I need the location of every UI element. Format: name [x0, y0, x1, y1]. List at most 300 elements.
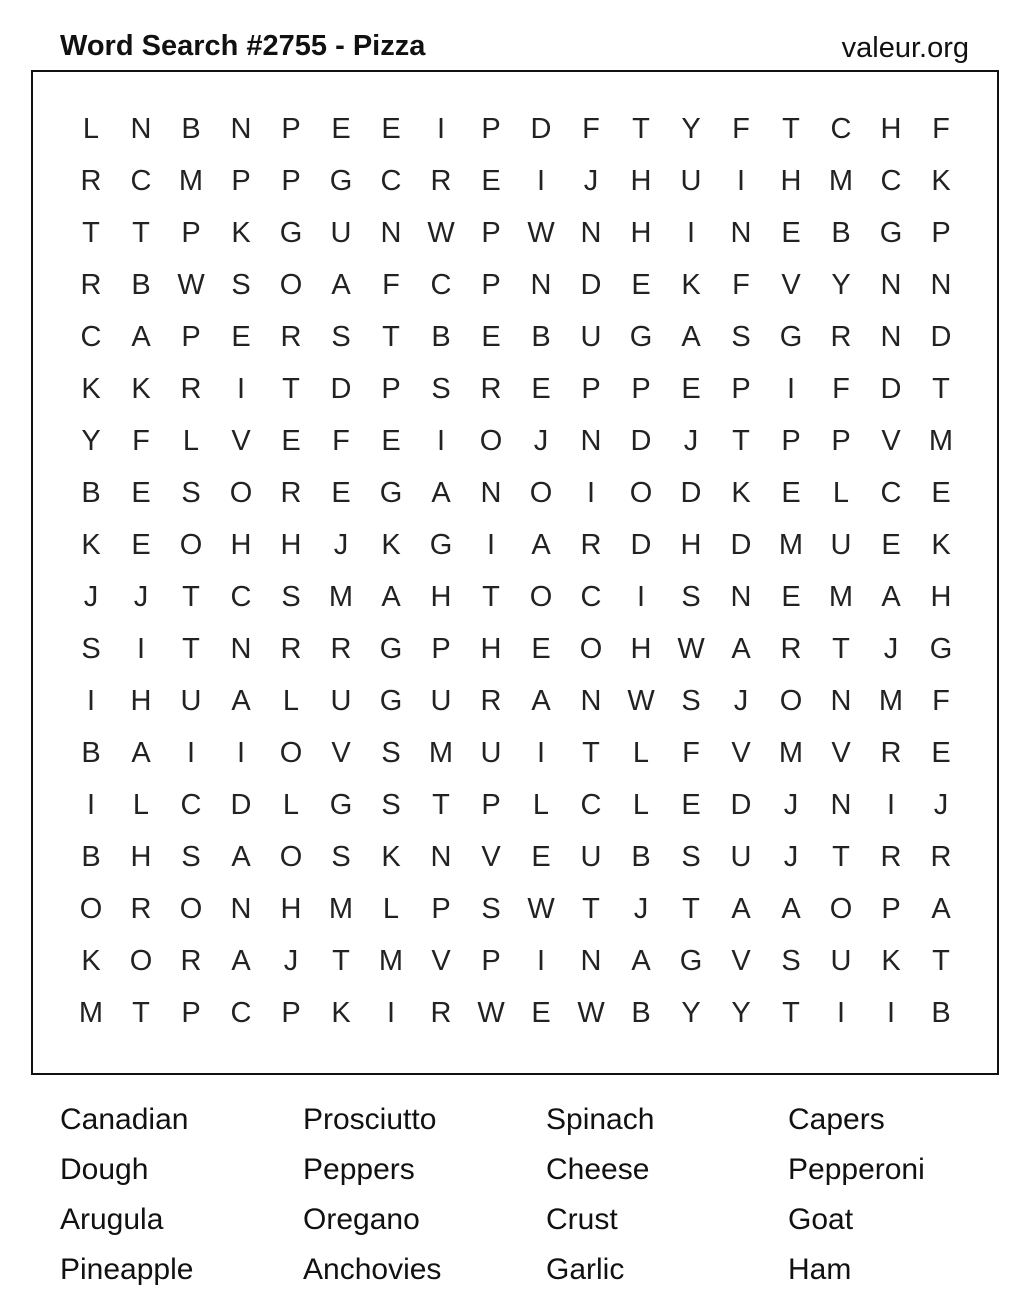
grid-letter: D — [730, 788, 752, 821]
grid-letter: I — [386, 996, 396, 1029]
grid-letter: A — [381, 580, 401, 613]
grid-letter: R — [930, 840, 952, 873]
grid-letter: P — [931, 216, 951, 249]
grid-letter: Y — [831, 268, 851, 301]
word-list-item: Anchovies — [303, 1253, 442, 1286]
grid-letter: I — [136, 632, 146, 665]
grid-letter: P — [281, 112, 301, 145]
word-list-item: Goat — [788, 1203, 854, 1236]
grid-letter: P — [281, 996, 301, 1029]
grid-letter: I — [586, 476, 596, 509]
grid-letter: I — [886, 996, 896, 1029]
grid-letter: T — [132, 216, 150, 249]
grid-letter: A — [681, 320, 701, 353]
grid-letter: G — [679, 944, 703, 977]
grid-letter: F — [832, 372, 850, 405]
grid-letter: M — [328, 892, 354, 925]
grid-letter: D — [880, 372, 902, 405]
grid-letter: A — [881, 580, 901, 613]
grid-letter: J — [783, 840, 799, 873]
grid-letter: U — [830, 944, 852, 977]
grid-letter: T — [582, 736, 600, 769]
grid-letter: P — [431, 892, 451, 925]
grid-letter: E — [131, 528, 151, 561]
grid-letter: O — [229, 476, 253, 509]
grid-letter: G — [429, 528, 453, 561]
grid-letter: S — [681, 840, 701, 873]
grid-letter: R — [830, 320, 852, 353]
grid-letter: N — [530, 268, 552, 301]
grid-letter: R — [80, 268, 102, 301]
word-list-item: Dough — [60, 1153, 149, 1186]
grid-letter: E — [681, 372, 701, 405]
grid-letter: W — [627, 684, 655, 717]
grid-letter: I — [486, 528, 496, 561]
grid-letter: P — [431, 632, 451, 665]
grid-letter: R — [80, 164, 102, 197]
grid-letter: R — [330, 632, 352, 665]
grid-letter: S — [431, 372, 451, 405]
grid-letter: A — [731, 632, 751, 665]
grid-letter: N — [880, 320, 902, 353]
grid-letter: U — [430, 684, 452, 717]
grid-letter: E — [381, 424, 401, 457]
grid-letter: A — [631, 944, 651, 977]
grid-letter: R — [430, 996, 452, 1029]
grid-letter: O — [129, 944, 153, 977]
grid-letter: H — [280, 892, 302, 925]
grid-letter: I — [636, 580, 646, 613]
grid-letter: A — [531, 528, 551, 561]
grid-letter: E — [281, 424, 301, 457]
grid-letter: C — [830, 112, 852, 145]
grid-letter: S — [381, 736, 401, 769]
grid-letter: I — [186, 736, 196, 769]
grid-letter: I — [436, 424, 446, 457]
grid-letter: N — [230, 892, 252, 925]
word-list-item: Spinach — [546, 1103, 655, 1136]
grid-letter: R — [280, 320, 302, 353]
grid-letter: A — [231, 684, 251, 717]
grid-letter: L — [82, 112, 100, 145]
grid-letter: W — [527, 892, 555, 925]
grid-letter: J — [583, 164, 599, 197]
grid-letter: Y — [81, 424, 101, 457]
grid-letter: D — [530, 112, 552, 145]
grid-letter: S — [781, 944, 801, 977]
word-list-item: Capers — [788, 1103, 885, 1136]
grid-letter: G — [329, 788, 353, 821]
grid-letter: B — [431, 320, 451, 353]
grid-letter: E — [331, 112, 351, 145]
grid-letter: H — [480, 632, 502, 665]
grid-letter: A — [331, 268, 351, 301]
grid-letter: R — [280, 476, 302, 509]
grid-letter: H — [430, 580, 452, 613]
grid-letter: J — [283, 944, 299, 977]
grid-letter: T — [632, 112, 650, 145]
grid-letter: E — [331, 476, 351, 509]
grid-letter: O — [529, 580, 553, 613]
grid-letter: C — [380, 164, 402, 197]
grid-letter: J — [633, 892, 649, 925]
grid-letter: P — [831, 424, 851, 457]
grid-letter: T — [732, 424, 750, 457]
grid-letter: E — [381, 112, 401, 145]
grid-letter: J — [333, 528, 349, 561]
grid-letter: I — [236, 372, 246, 405]
grid-letter: D — [730, 528, 752, 561]
grid-letter: R — [880, 736, 902, 769]
grid-letter: Y — [681, 996, 701, 1029]
grid-letter: L — [182, 424, 200, 457]
grid-letter: P — [481, 944, 501, 977]
word-list-item: Ham — [788, 1253, 852, 1286]
grid-letter: D — [680, 476, 702, 509]
grid-letter: E — [931, 476, 951, 509]
grid-letter: T — [932, 372, 950, 405]
grid-letter: O — [279, 268, 303, 301]
grid-letter: N — [830, 788, 852, 821]
grid-letter: I — [536, 944, 546, 977]
grid-letter: P — [731, 372, 751, 405]
grid-letter: K — [381, 840, 401, 873]
grid-letter: N — [730, 580, 752, 613]
grid-letter: P — [631, 372, 651, 405]
grid-letter: M — [928, 424, 954, 457]
grid-letter: S — [681, 684, 701, 717]
grid-letter: E — [631, 268, 651, 301]
grid-letter: L — [282, 684, 300, 717]
grid-letter: U — [580, 840, 602, 873]
grid-letter: D — [580, 268, 602, 301]
grid-letter: P — [181, 320, 201, 353]
grid-letter: H — [630, 164, 652, 197]
grid-letter: C — [430, 268, 452, 301]
grid-letter: W — [427, 216, 455, 249]
grid-letter: A — [231, 944, 251, 977]
grid-letter: S — [181, 840, 201, 873]
grid-letter: O — [179, 892, 203, 925]
grid-letter: R — [480, 684, 502, 717]
grid-letter: T — [382, 320, 400, 353]
grid-letter: U — [330, 216, 352, 249]
grid-letter: T — [482, 580, 500, 613]
grid-letter: R — [480, 372, 502, 405]
grid-letter: N — [830, 684, 852, 717]
grid-letter: B — [131, 268, 151, 301]
grid-letter: G — [379, 476, 403, 509]
grid-letter: M — [828, 164, 854, 197]
grid-letter: F — [382, 268, 400, 301]
grid-letter: P — [481, 112, 501, 145]
grid-letter: A — [931, 892, 951, 925]
grid-letter: I — [836, 996, 846, 1029]
grid-letter: W — [177, 268, 205, 301]
grid-letter: V — [781, 268, 801, 301]
grid-letter: K — [131, 372, 151, 405]
grid-letter: L — [132, 788, 150, 821]
grid-letter: V — [231, 424, 251, 457]
grid-letter: E — [131, 476, 151, 509]
grid-letter: N — [130, 112, 152, 145]
grid-letter: R — [130, 892, 152, 925]
grid-letter: T — [132, 996, 150, 1029]
grid-letter: R — [580, 528, 602, 561]
grid-letter: V — [731, 944, 751, 977]
grid-letter: T — [782, 996, 800, 1029]
grid-letter: P — [381, 372, 401, 405]
grid-letter: H — [930, 580, 952, 613]
grid-letter: P — [281, 164, 301, 197]
grid-letter: E — [531, 632, 551, 665]
grid-letter: P — [481, 216, 501, 249]
grid-letter: U — [580, 320, 602, 353]
grid-letter: B — [631, 996, 651, 1029]
grid-letter: O — [529, 476, 553, 509]
grid-letter: L — [282, 788, 300, 821]
grid-letter: N — [580, 424, 602, 457]
grid-letter: T — [932, 944, 950, 977]
grid-letter: G — [929, 632, 953, 665]
grid-letter: I — [86, 684, 96, 717]
grid-letter: S — [481, 892, 501, 925]
grid-letter: A — [431, 476, 451, 509]
grid-letter: I — [886, 788, 896, 821]
grid-letter: S — [331, 840, 351, 873]
grid-letter: C — [130, 164, 152, 197]
letter-grid — [66, 103, 966, 1039]
grid-letter: K — [681, 268, 701, 301]
grid-letter: A — [231, 840, 251, 873]
grid-letter: M — [778, 528, 804, 561]
grid-letter: N — [580, 944, 602, 977]
grid-letter: F — [732, 112, 750, 145]
grid-letter: B — [631, 840, 651, 873]
grid-letter: B — [81, 736, 101, 769]
grid-letter: P — [581, 372, 601, 405]
grid-letter: H — [280, 528, 302, 561]
grid-letter: B — [81, 476, 101, 509]
grid-letter: T — [332, 944, 350, 977]
grid-letter: T — [782, 112, 800, 145]
grid-letter: S — [331, 320, 351, 353]
grid-letter: H — [680, 528, 702, 561]
grid-letter: L — [532, 788, 550, 821]
grid-letter: G — [779, 320, 803, 353]
grid-letter: A — [731, 892, 751, 925]
grid-letter: R — [180, 944, 202, 977]
grid-letter: W — [527, 216, 555, 249]
grid-letter: O — [479, 424, 503, 457]
grid-letter: J — [733, 684, 749, 717]
grid-letter: H — [630, 216, 652, 249]
grid-letter: E — [531, 372, 551, 405]
site-name: valeur.org — [841, 32, 969, 64]
grid-letter: W — [477, 996, 505, 1029]
grid-letter: K — [931, 164, 951, 197]
grid-letter: B — [181, 112, 201, 145]
grid-letter: H — [130, 684, 152, 717]
grid-letter: F — [732, 268, 750, 301]
grid-letter: M — [878, 684, 904, 717]
grid-letter: L — [632, 736, 650, 769]
grid-letter: S — [81, 632, 101, 665]
grid-letter: K — [931, 528, 951, 561]
grid-letter: P — [181, 996, 201, 1029]
grid-letter: H — [880, 112, 902, 145]
grid-letter: N — [230, 112, 252, 145]
word-list-item: Arugula — [60, 1203, 164, 1236]
grid-letter: O — [179, 528, 203, 561]
grid-letter: I — [686, 216, 696, 249]
grid-letter: E — [481, 320, 501, 353]
grid-letter: I — [86, 788, 96, 821]
grid-letter: J — [883, 632, 899, 665]
grid-letter: W — [577, 996, 605, 1029]
grid-letter: P — [481, 268, 501, 301]
grid-letter: K — [81, 372, 101, 405]
grid-letter: N — [580, 216, 602, 249]
grid-letter: F — [582, 112, 600, 145]
grid-letter: Y — [731, 996, 751, 1029]
grid-letter: K — [331, 996, 351, 1029]
grid-letter: O — [829, 892, 853, 925]
grid-letter: O — [779, 684, 803, 717]
grid-letter: N — [380, 216, 402, 249]
grid-letter: E — [231, 320, 251, 353]
grid-letter: M — [778, 736, 804, 769]
word-list — [60, 1095, 988, 1295]
grid-letter: C — [230, 580, 252, 613]
grid-letter: E — [531, 996, 551, 1029]
grid-letter: P — [781, 424, 801, 457]
grid-letter: A — [531, 684, 551, 717]
grid-letter: T — [82, 216, 100, 249]
grid-letter: P — [231, 164, 251, 197]
grid-letter: O — [279, 736, 303, 769]
grid-letter: B — [81, 840, 101, 873]
grid-letter: U — [180, 684, 202, 717]
grid-letter: R — [880, 840, 902, 873]
word-list-item: Prosciutto — [303, 1103, 437, 1136]
grid-letter: D — [630, 528, 652, 561]
grid-letter: J — [83, 580, 99, 613]
grid-letter: T — [582, 892, 600, 925]
grid-letter: F — [332, 424, 350, 457]
grid-letter: U — [330, 684, 352, 717]
grid-letter: E — [781, 476, 801, 509]
grid-letter: D — [330, 372, 352, 405]
grid-letter: S — [681, 580, 701, 613]
grid-letter: U — [830, 528, 852, 561]
grid-letter: F — [932, 112, 950, 145]
grid-letter: E — [931, 736, 951, 769]
page-title: Word Search #2755 - Pizza — [60, 30, 426, 62]
grid-letter: R — [180, 372, 202, 405]
grid-letter: N — [480, 476, 502, 509]
grid-letter: L — [382, 892, 400, 925]
grid-letter: C — [880, 164, 902, 197]
grid-letter: E — [481, 164, 501, 197]
grid-letter: I — [786, 372, 796, 405]
grid-letter: N — [580, 684, 602, 717]
grid-letter: K — [731, 476, 751, 509]
grid-letter: H — [230, 528, 252, 561]
grid-letter: H — [780, 164, 802, 197]
grid-letter: S — [231, 268, 251, 301]
grid-letter: M — [178, 164, 204, 197]
grid-letter: M — [328, 580, 354, 613]
grid-letter: A — [131, 736, 151, 769]
grid-letter: P — [481, 788, 501, 821]
grid-letter: J — [933, 788, 949, 821]
grid-letter: N — [930, 268, 952, 301]
grid-letter: J — [683, 424, 699, 457]
grid-letter: S — [381, 788, 401, 821]
puzzle-grid-frame — [31, 70, 999, 1075]
grid-letter: J — [783, 788, 799, 821]
grid-letter: N — [730, 216, 752, 249]
grid-letter: B — [831, 216, 851, 249]
grid-letter: R — [780, 632, 802, 665]
grid-letter: F — [132, 424, 150, 457]
grid-letter: K — [81, 528, 101, 561]
grid-letter: H — [630, 632, 652, 665]
grid-letter: I — [736, 164, 746, 197]
grid-letter: B — [931, 996, 951, 1029]
grid-letter: J — [533, 424, 549, 457]
grid-letter: I — [236, 736, 246, 769]
grid-letter: K — [81, 944, 101, 977]
grid-letter: M — [78, 996, 104, 1029]
grid-letter: S — [181, 476, 201, 509]
grid-letter: C — [880, 476, 902, 509]
grid-letter: S — [281, 580, 301, 613]
grid-letter: V — [831, 736, 851, 769]
grid-letter: C — [80, 320, 102, 353]
grid-letter: O — [579, 632, 603, 665]
grid-letter: K — [381, 528, 401, 561]
grid-letter: P — [881, 892, 901, 925]
grid-letter: E — [781, 580, 801, 613]
grid-letter: T — [682, 892, 700, 925]
grid-letter: J — [133, 580, 149, 613]
grid-letter: Y — [681, 112, 701, 145]
grid-letter: E — [531, 840, 551, 873]
grid-letter: I — [436, 112, 446, 145]
grid-letter: I — [536, 164, 546, 197]
grid-letter: F — [682, 736, 700, 769]
grid-letter: O — [79, 892, 103, 925]
grid-letter: G — [379, 632, 403, 665]
grid-letter: M — [378, 944, 404, 977]
grid-letter: H — [130, 840, 152, 873]
word-list-item: Peppers — [303, 1153, 415, 1186]
grid-letter: K — [231, 216, 251, 249]
grid-letter: T — [182, 632, 200, 665]
grid-letter: U — [480, 736, 502, 769]
grid-letter: V — [331, 736, 351, 769]
grid-letter: L — [632, 788, 650, 821]
grid-letter: V — [731, 736, 751, 769]
grid-letter: S — [731, 320, 751, 353]
grid-letter: V — [481, 840, 501, 873]
grid-letter: V — [881, 424, 901, 457]
word-list-item: Crust — [546, 1203, 618, 1236]
grid-letter: A — [781, 892, 801, 925]
grid-letter: T — [182, 580, 200, 613]
